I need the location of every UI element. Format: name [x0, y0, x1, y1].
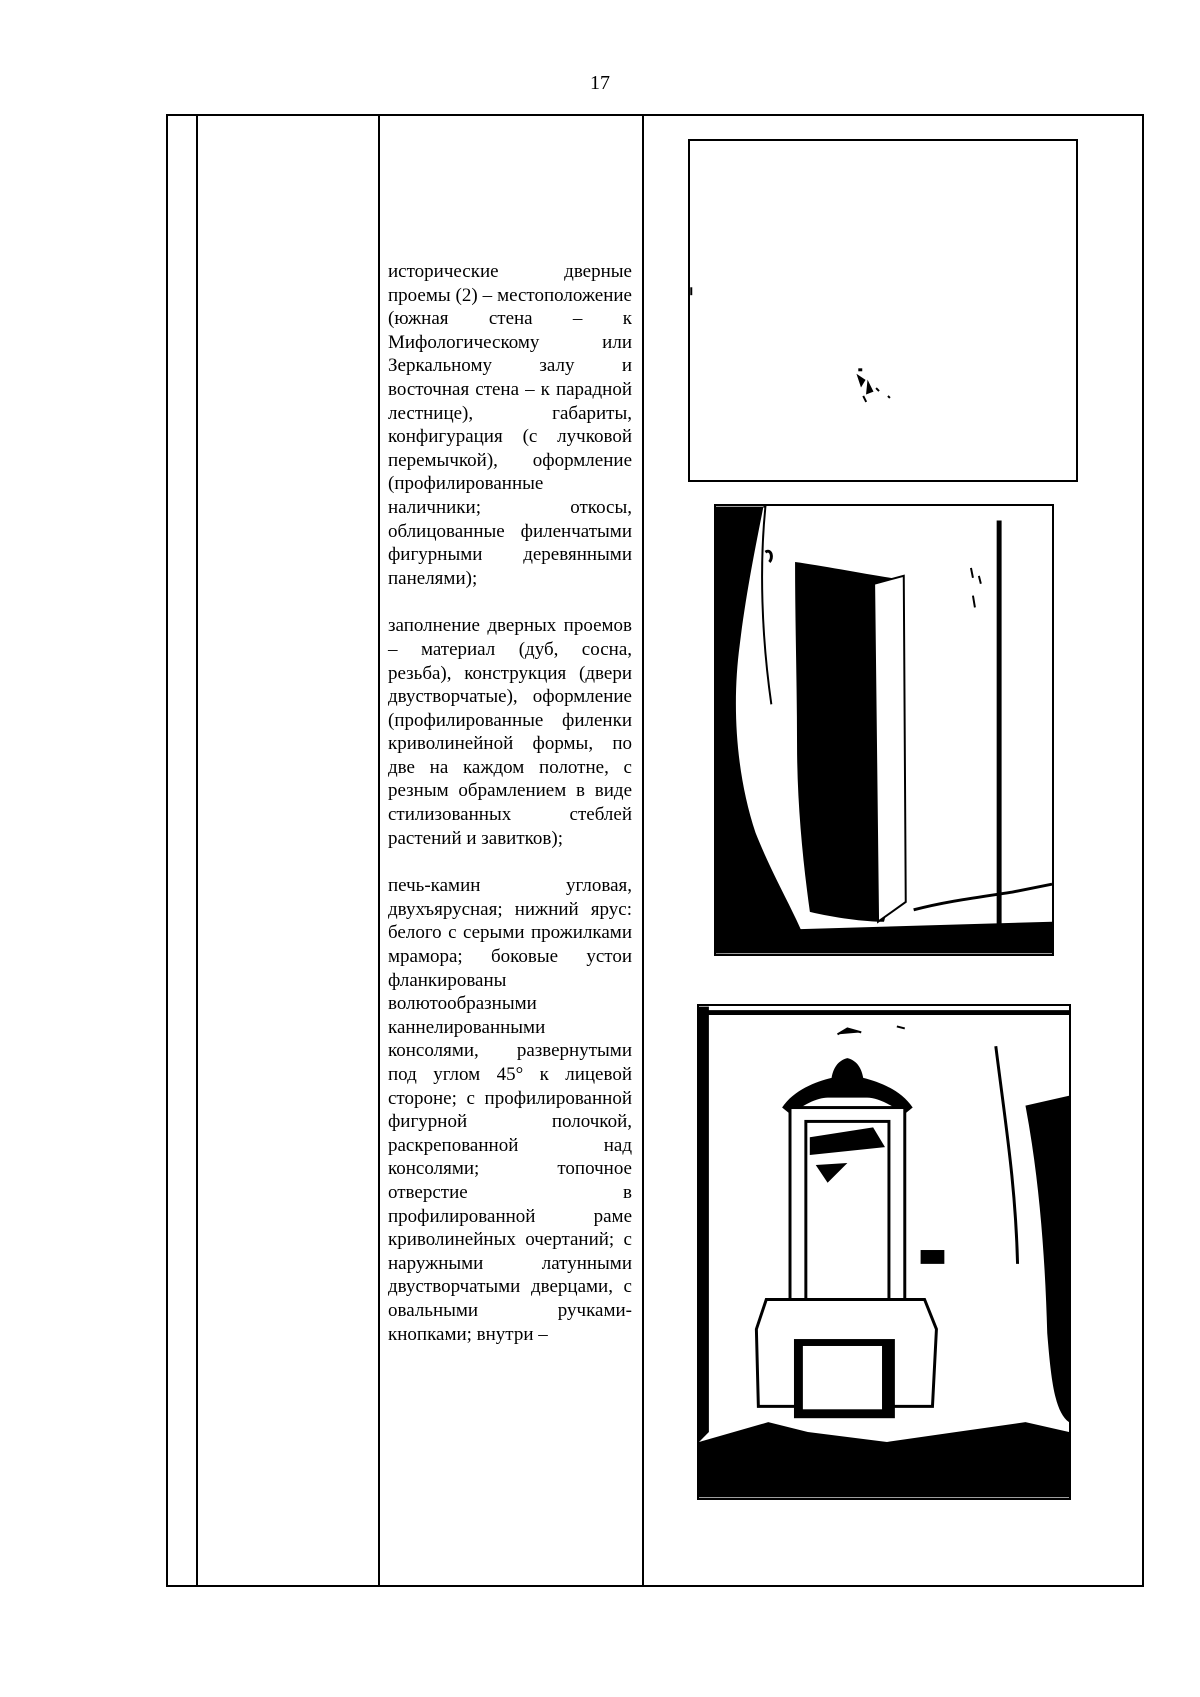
page-number: 17	[590, 72, 610, 94]
description-paragraph-fireplace: печь-камин угловая, двухъярусная; нижний ярус: белого с серыми прожилками мрамора; боковые устои фланкированы волютообразными каннелированными консолями, развернутыми под углом 45° к лицевой стороне; с профилированной фигурной полочкой, раскрепованной над консолями; топочное отверстие в профилированной раме криволинейных очертаний; с наружными латунными двустворчатыми дверцами, с овальными ручками-кнопками; внутри –	[388, 875, 632, 1345]
fireplace-mirror-photo-image	[699, 1006, 1069, 1498]
description-cell	[388, 260, 632, 1346]
fireplace-mirror-photo	[697, 1004, 1071, 1500]
table-column-divider	[642, 116, 644, 1585]
table-column-divider	[196, 116, 198, 1585]
doorway-photo-image	[716, 506, 1052, 954]
blank-photo	[688, 139, 1078, 482]
blank-photo-image	[690, 141, 1076, 480]
description-paragraph-door-fill: заполнение дверных проемов – материал (дуб, сосна, резьба), конструкция (двери двустворчатые), оформление (профилированные филенки криволинейной формы, по две на каждом полотне, с резным обрамлением в виде стилизованных стеблей растений и завитков);	[388, 615, 632, 849]
table-column-divider	[378, 116, 380, 1585]
doorway-photo	[714, 504, 1054, 956]
description-paragraph-doorways: исторические дверные проемы (2) – местоположение (южная стена – к Мифологическому или Зеркальному залу и восточная стена – к парадной лестнице), габариты, конфигурация (с лучковой перемычкой), оформление (профилированные наличники; откосы, облицованные филенчатыми фигурными деревянными панелями);	[388, 261, 632, 589]
